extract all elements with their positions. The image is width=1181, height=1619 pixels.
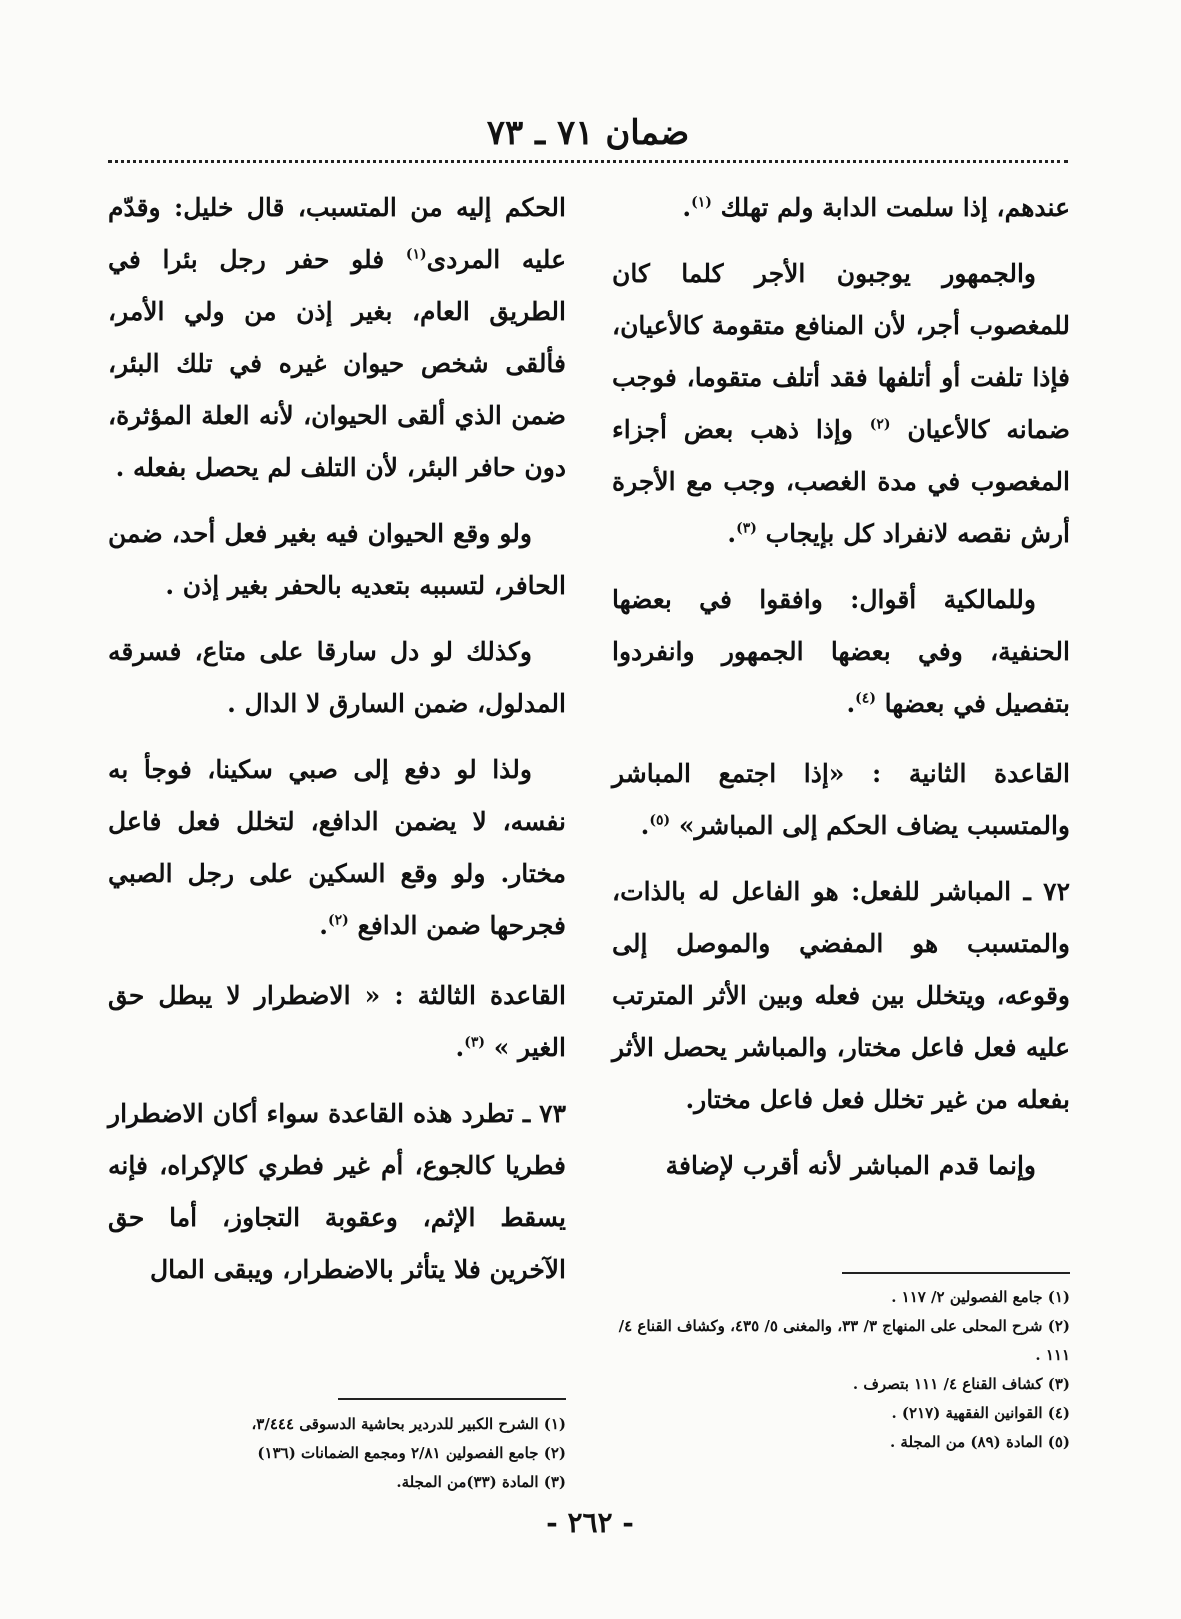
footnote-divider [338, 1398, 566, 1400]
header-divider [108, 160, 1068, 163]
footnote-marker: (٢) [869, 416, 891, 433]
paragraph: وإنما قدم المباشر لأنه أقرب لإضافة [665, 1151, 1036, 1180]
paragraph: ٧٢ ـ المباشر للفعل: هو الفاعل له بالذات، والمتسبب هو المفضي والموصل إلى وقوعه، ويتخلل بين فعله وبين الأثر المترتب عليه فعل فاعل مختار، والمباشر يحصل الأثر بفعله من غير تخلل فعل فاعل مختار. [612, 877, 1070, 1114]
right-column [612, 182, 1070, 1206]
footnote-marker: (١) [691, 194, 712, 211]
paragraph: الحكم إليه من المتسبب، قال خليل: وقدّم عليه المردى$^{(١)}$ فلو حفر رجل بئرا في الطريق العام، بغير إذن من ولي الأمر، فألقى شخص حيوان غيره في تلك البئر، ضمن الذي ألقى الحيوان، لأنه العلة المؤثرة، دون حافر البئر، لأن التلف لم يحصل بفعله . [108, 193, 566, 482]
footnote: (٤) القوانين الفقهية (٢١٧) . [891, 1404, 1070, 1422]
page-header: ضمان ٧١ ـ ٧٣ [486, 113, 690, 153]
footnote-marker: (٣) [736, 520, 757, 537]
footnote-marker: (٢) [328, 912, 349, 929]
footnote-marker: (٥) [649, 812, 671, 829]
footnote: (٢) جامع الفصولين ٢/٨١ ومجمع الضمانات (١٣٦) [257, 1444, 566, 1462]
footnote: (٥) المادة (٨٩) من المجلة . [889, 1433, 1070, 1451]
paragraph: وللمالكية أقوال: وافقوا في بعضها الحنفية، وفي بعضها الجمهور وانفردوا بتفصيل في بعضها $^{(٤)}$. [612, 585, 1070, 718]
footnotes-left [108, 1410, 566, 1497]
paragraph: وكذلك لو دل سارقا على متاع، فسرقه المدلول، ضمن السارق لا الدال . [108, 637, 566, 718]
paragraph: والجمهور يوجبون الأجر كلما كان للمغصوب أجر، لأن المنافع متقومة كالأعيان، فإذا تلفت أو أتلفها فقد أتلف متقوما، فوجب ضمانه كالأعيان $^{(٢)}$ وإذا ذهب بعض أجزاء المغصوب في مدة الغصب، وجب مع الأجرة أرش نقصه لانفراد كل بإيجاب $^{(٣)}$. [612, 259, 1070, 548]
footnote: (٣) كشاف القناع ٤/ ١١١ بتصرف . [852, 1375, 1070, 1393]
footnote-marker: (٤) [855, 690, 876, 707]
rule-heading: القاعدة الثالثة : « الاضطرار لا يبطل حق الغير » $^{(٣)}$. [108, 981, 566, 1062]
paragraph: عندهم، إذا سلمت الدابة ولم تهلك $^{(١)}$. [682, 193, 1070, 222]
page-number: - ٢٦٢ - [546, 1506, 634, 1539]
paragraph: ولو وقع الحيوان فيه بغير فعل أحد، ضمن الحافر، لتسببه بتعديه بالحفر بغير إذن . [108, 519, 566, 600]
footnote-marker: (١) [405, 246, 427, 263]
footnote: (٣) المادة (٣٣)من المجلة. [396, 1473, 566, 1491]
left-column [108, 182, 566, 1310]
paragraph: ولذا لو دفع إلى صبي سكينا، فوجأ به نفسه، لا يضمن الدافع، لتخلل فعل فاعل مختار. ولو وقع السكين على رجل الصبي فجرحها ضمن الدافع $^{(٢)}$. [108, 755, 566, 940]
rule-heading: القاعدة الثانية : «إذا اجتمع المباشر والمتسبب يضاف الحكم إلى المباشر» $^{(٥)}$. [612, 759, 1070, 840]
footnote: (١) جامع الفصولين ٢/ ١١٧ . [891, 1288, 1070, 1306]
footnote-marker: (٣) [464, 1034, 485, 1051]
footnotes-right [612, 1283, 1070, 1457]
footnote: (٢) شرح المحلى على المنهاج ٣/ ٣٣، والمغنى ٥/ ٤٣٥، وكشاف القناع ٤/ ١١١ . [618, 1317, 1070, 1364]
footnote: (١) الشرح الكبير للدردير بحاشية الدسوقى ٣/٤٤٤، [251, 1415, 566, 1433]
paragraph: ٧٣ ـ تطرد هذه القاعدة سواء أكان الاضطرار فطريا كالجوع، أم غير فطري كالإكراه، فإنه يسقط الإثم، وعقوبة التجاوز، أما حق الآخرين فلا يتأثر بالاضطرار، ويبقى المال [108, 1099, 566, 1284]
footnote-divider [842, 1272, 1070, 1274]
